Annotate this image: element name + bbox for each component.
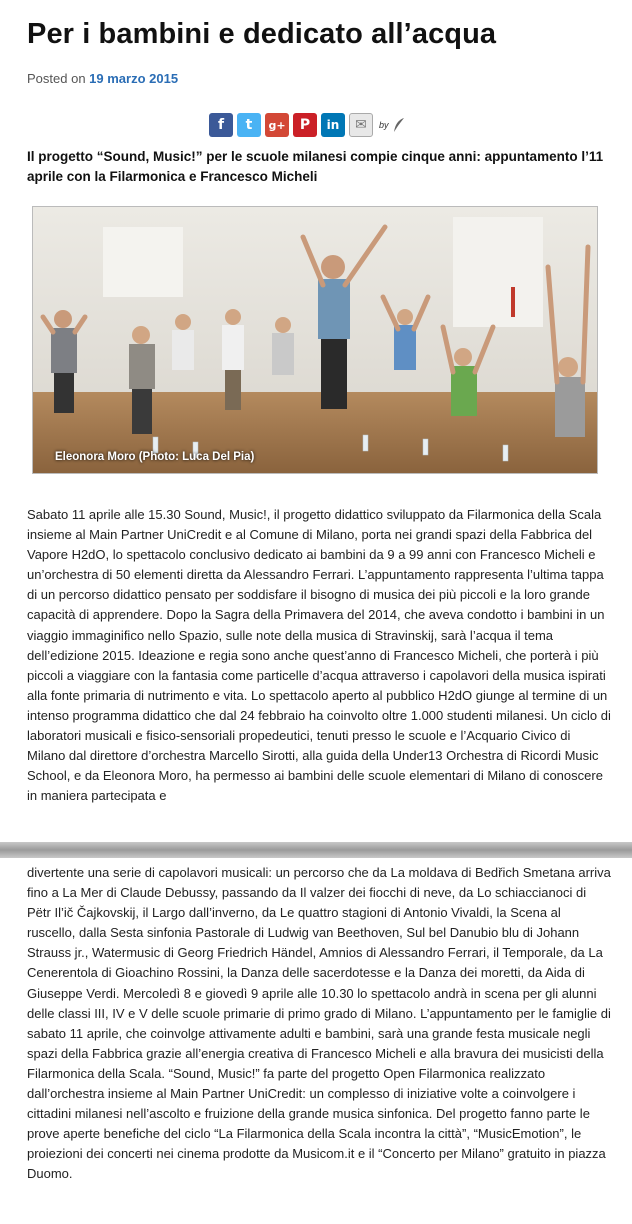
article-body-part2: divertente una serie di capolavori musicali: un percorso che da La moldava di Bedřich Smetana arriva fino a La Mer di Claude Debussy, passando da Il valzer dei fiocchi di neve, da Lo schiaccianoci di Pëtr Il’ič Čajkovskij, il Largo dall’inverno, da Le quattro stagioni di Antonio Vivaldi, la Scena al ruscello, dalla Sesta sinfonia Pastorale di Ludwig van Beethoven, Sul bel Danubio blu di Johann Strauss jr., Watermusic di Georg Friedrich Händel, Amnios di Alessandro Ferrari, il Temporale, da La Cenerentola di Gioachino Rossini, la Danza delle sacerdotesse e la Danza dei moretti, da Aida di Giuseppe Verdi. Mercoledì 8 e giovedì 9 aprile alle 10.30 lo spettacolo andrà in scena per gli alunni delle classi III, IV e V delle scuole primarie di primo grado di Milano. L’appuntamento per le famiglie di sabato 11 aprile, che coinvolge attivamente adulti e bambini, sarà una grande festa musicale negli spazi della Fabbrica grazie all’energia creativa di Francesco Micheli e alla bravura dei musicisti della Filarmonica della Scala. “Sound, Music!” fa parte del progetto Open Filarmonica realizzato dall’orchestra insieme al Main Partner UniCredit: un complesso di iniziative volte a coinvolgere i cittadini milanesi nell’ascolto e fruizione della grande musica sinfonica. Del progetto fanno parte le prove aperte benefiche del ciclo “La Filarmonica della Scala incontra la città”, “MusicEmotion”, le proiezioni dei concerti nei cinema prodotte da Musicom.it e il “Concerto per Milano” gratuito in piazza Duomo.	[27, 865, 611, 1182]
photo-illustration	[33, 207, 597, 473]
email-icon[interactable]: ✉	[349, 113, 373, 137]
facebook-icon[interactable]: f	[209, 113, 233, 137]
article-lead: Il progetto “Sound, Music!” per le scuole milanesi compie cinque anni: appuntamento l’11 aprile con la Filarmonica e Francesco Micheli	[27, 149, 604, 184]
feather-icon	[393, 117, 405, 133]
posted-label: Posted on	[27, 71, 86, 86]
article-photo	[32, 206, 598, 474]
linkedin-icon[interactable]: in	[321, 113, 345, 137]
posted-date-link[interactable]: 19 marzo 2015	[89, 71, 179, 86]
pinterest-icon[interactable]: P	[293, 113, 317, 137]
article-title: Per i bambini e dedicato all’acqua	[27, 18, 497, 50]
share-by-label: by	[379, 120, 389, 130]
photo-caption: Eleonora Moro (Photo: Luca Del Pia)	[55, 451, 255, 463]
google-plus-icon[interactable]: g+	[265, 113, 289, 137]
post-meta	[27, 71, 178, 86]
twitter-icon[interactable]: t	[237, 113, 261, 137]
page-separator	[0, 842, 632, 858]
article-body-part1: Sabato 11 aprile alle 15.30 Sound, Music!, il progetto didattico sviluppato da Filarmonica della Scala insieme al Main Partner UniCredit e al Comune di Milano, porta nei grandi spazi della Fabbrica del Vapore H2dO, lo spettacolo conclusivo dedicato ai bambini da 9 a 99 anni con Francesco Micheli e un’orchestra di 50 elementi diretta da Alessandro Ferrari. L’appuntamento rappresenta l’ultima tappa di un percorso didattico pensato per soddisfare il bisogno di musica dei più piccoli e la loro grande capacità di apprendere. Dopo la Sagra della Primavera del 2014, che aveva condotto i bambini in un viaggio immaginifico nello Spazio, sulle note della musica di Stravinskij, sarà l’acqua il tema dell’edizione 2015. Ideazione e regia sono anche quest’anno di Francesco Micheli, che porterà i più piccoli a viaggiare con la fantasia come particelle d’acqua attraverso i capolavori della musica ispirati alla fonte primaria di nutrimento e vita. Lo spettacolo aperto al pubblico H2dO giunge al termine di un intenso programma didattico che dal 24 febbraio ha coinvolto oltre 1.000 studenti milanesi. Un ciclo di laboratori musicali e fisico-sensoriali propedeutici, tenuti presso le scuole e l’Acquario Civico di Milano dal direttore d’orchestra Marcello Sirotti, alla guida della Under13 Orchestra di Ricordi Music School, e da Eleonora Moro, ha permesso ai bambini delle scuole elementari di Milano di conoscere in maniera partecipata e	[27, 507, 611, 804]
share-bar	[209, 112, 405, 138]
